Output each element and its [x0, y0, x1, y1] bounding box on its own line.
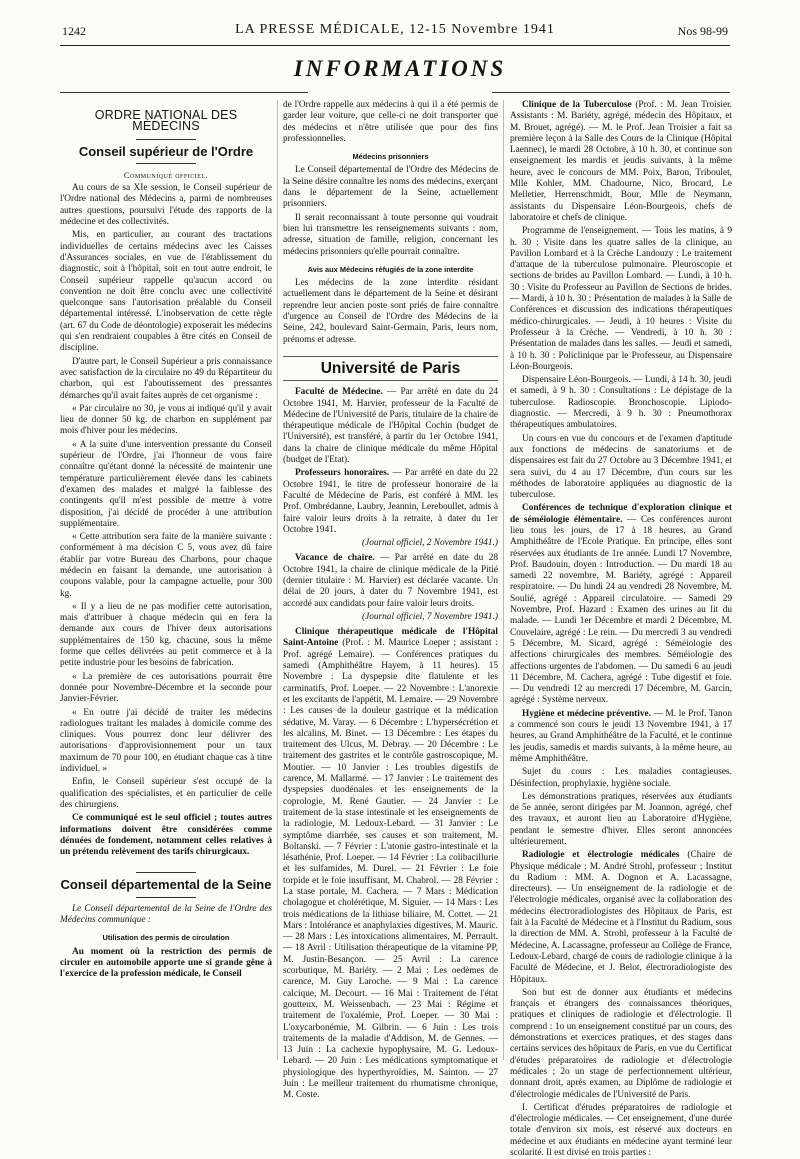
professeurs-text: — Par arrêté en date du 22 Octobre 1941, le titre de professeur honoraire de la Faculté de Médecine de Paris, est conféré à MM. les Prof. Ombrédanne, Laubry, Jeannin, Lereboullet, admis à faire valoir leurs droits à la retraite, à dater du 1er Octobre 1941. — [283, 468, 498, 535]
communique-label: Communiqué officiel. — [123, 169, 209, 180]
section-title: INFORMATIONS — [293, 56, 507, 81]
conseil-superieur-title: Conseil supérieur de l'Ordre — [78, 143, 254, 159]
column-3 — [510, 100, 733, 1159]
section-rule-left — [60, 92, 308, 93]
prisonniers-heading: Médecins prisonniers — [352, 152, 429, 162]
column-rule-1 — [277, 100, 278, 1060]
paragraph: Les médecins de la zone interdite résidant actuellement dans le département de la Seine et désirant reprendre leur ancien poste sont priés de faire connaître d'urgence au Conseil de l'Ordre des Médecins de la Seine, 242, boulevard Saint-Germain, Paris, leurs nom, prénoms et adresse. — [283, 278, 498, 345]
paragraph: Programme de l'enseignement. — Tous les matins, à 9 h. 30 : Visite dans les quatre salles de la clinique, au Pavillon Lombard et à la Crèche Landouzy : Le traitement d'attaque de la tuberculose pulmonaire. Pleuroscopie et sections de brides au Pavillon Lombard. — Lundi, à 10 h. 30 : Visite du Professeur au Pavillon de Sections de brides. — Mardi, à 10 h. 30 : Présentation de malades à la Salle de Conférences et discussion des indications thérapeutiques médico-chirurgicales. — Jeudi, à 10 heures : Visite du Professeur à la Crèche. — Vendredi, à 10 h. 30 : Présentation de malades dans les salles. — Jeudi et samedi, à 10 h. 30 : Policlinique par le Professeur, au Dispensaire Léon-Bourgeois. — [510, 226, 732, 372]
paragraph: « A la suite d'une intervention pressante du Conseil supérieur de l'Ordre, j'ai l'honneur de vous faire connaître qu'étant donné la nécessité de maintenir une température particulièrement élevée dans les cabinets d'examen des malades et malgré la faiblesse des contingents qu'il m'est possible de mettre à votre disposition, j'ai décidé de procéder à une attribution supplémentaire. — [60, 439, 272, 529]
tuberculose-lead: Clinique de la Tuberculose — [522, 100, 632, 110]
masthead — [60, 16, 730, 46]
paragraph: Enfin, le Conseil supérieur s'est occupé de la qualification des spécialistes, et en particulier de celle des chirurgiens. — [60, 777, 272, 810]
vacance-text: — Par arrêté en date du 28 Octobre 1941, la chaire de clinique médicale de la Pitié (dernier titulaire : M. Harvier) est déclarée vacante. Un délai de 20 jours, à dater du 7 Novembre 1941, est accordé aux candidats pour faire valoir leurs droits. — [283, 553, 498, 609]
paragraph: Les démonstrations pratiques, réservées aux étudiants de 5e année, seront dirigées par M. Joannon, agrégé, chef des travaux, et auront lieu au Laboratoire d'Hygiène, pendant le semestre d'hiver. Elles seront annoncées ultérieurement. — [510, 791, 732, 847]
conseil-departemental-title: Conseil départemental de la Seine — [60, 877, 272, 893]
paragraph: « Par circulaire no 30, je vous ai indiqué qu'il y avait lieu de donner 50 kg. de charbon en supplément par mois d'hiver pour les médecins. — [60, 403, 272, 437]
citation: (Journal officiel, 7 Novembre 1941.) — [362, 611, 498, 622]
divider — [283, 380, 498, 381]
column-rule-2 — [503, 100, 504, 1060]
divider — [136, 163, 196, 164]
page-number: 1242 — [62, 24, 86, 38]
column-2 — [283, 100, 499, 1101]
professeurs-lead: Professeurs honoraires. — [295, 468, 390, 479]
paragraph: « En outre j'ai décidé de traiter les médecins radiologues traitant les malades à domicile comme des cliniques. Vous pourrez donc leur délivrer des autorisations d'approvisionnement pour un taux maximum de 70 pour 100, en étudiant chaque cas à titre individuel. » — [60, 707, 272, 775]
conferences-lead: Conférences de technique d'exploration clinique et de séméiologie élémentaire. — [510, 503, 732, 525]
paragraph: I. Certificat d'études préparatoires de radiologie et d'électrologie médicales. — Cet enseignement, d'une durée totale d'environ six mois, est réservé aux docteurs en médecine et aux étudiants en médecine ayant terminé leur scolarité. Il est divisé en trois parties : — [510, 1102, 732, 1159]
org-heading: ORDRE NATIONAL DES MÉDECINS — [94, 108, 238, 134]
section-rule-right — [492, 92, 730, 93]
paragraph: Au cours de sa XIe session, le Conseil supérieur de l'Ordre national des Médecins a, parmi de nombreuses autres questions, poursuivi l'étude des rapports de la médecine et des collectivités. — [60, 183, 272, 228]
paragraph: Sujet du cours : Les maladies contagieuses. Désinfection, prophylaxie, hygiène sociale. — [510, 767, 732, 789]
conferences-text: — Ces conférences auront lieu tous les jours, de 17 à 18 heures, au Grand Amphithéâtre de l'Ecole Pratique. En principe, elles sont réservées aux étudiants de 1re année. Lundi 17 Novembre, Prof. Baudouin, doyen : Introduction. — Du mardi 18 au samedi 22 novembre, M. Bariéty, agrégé : Appareil respiratoire. — Du lundi 24 au vendredi 28 Novembre, M. Soulié, agrégé : Appareil circulatoire. — Samedi 29 Novembre, Prof. Hazard : Examen des urines au lit du malade. — Lundi 1er Décembre et mardi 2 Décembre, M. Couvelaire, agrégé : Le rein. — Du mercredi 3 au vendredi 5 Décembre, M. Sicard, agrégé : Séméiologie des affections chirurgicales des membres. Séméiologie des affections urgentes de l'abdomen. — Du samedi 6 au jeudi 11 Décembre, M. Cachera, agrégé : Tube digestif et foie. — Du vendredi 12 au mercredi 17 Décembre, M. Garcin, agrégé : Système nerveux. — [510, 514, 732, 706]
paragraph: Ce communiqué est le seul officiel ; toutes autres informations doivent être considérées comme dénuées de fondement, notamment celles relatives à un prétendu relèvement des tarifs chirurgicaux. — [60, 813, 272, 858]
journal-title: LA PRESSE MÉDICALE, 12-15 Novembre 1941 — [235, 22, 555, 37]
issue-number: Nos 98-99 — [677, 24, 728, 38]
paragraph: Le Conseil départemental de l'Ordre des Médecins de la Seine désire connaître les noms des médecins, exerçant dans le département de la Seine, actuellement prisonniers. — [283, 165, 498, 210]
paragraph: Mis, en particulier, au courant des tractations individuelles de certains médecins avec les Caisses d'Assurances sociales, en vue de l'établissement du diagnostic, soit à l'hôpital, soit en tout autre endroit, le Conseil supérieur rappelle qu'aucun accord ou convention ne doit être conclu avec une collectivité quelconque sans l'autorisation préalable du Conseil départemental intéressé. L'inobservation de cette règle (art. 67 du Code de déontologie) exposerait les médecins qui s'en rendraient coupables à être cités en Conseil de discipline. — [60, 230, 272, 354]
faculte-text: — Par arrêté en date du 24 Octobre 1941, M. Harvier, professeur de la Faculté de Médecine de l'Université de Paris, titulaire de la chaire de thérapeutique médicale de l'Hôpital Cochin (budget de l'Université), est transféré, à partir du 1er Octobre 1941, dans la chaire de clinique médicale du même Hôpital (budget de l'Etat). — [283, 387, 499, 466]
divider — [136, 872, 196, 873]
paragraph: D'autre part, le Conseil Supérieur a pris connaissance avec satisfaction de la circulaire no 49 du Répartiteur du charbon, qui est l'aboutissement des pressantes démarches qu'il avait faites auprès de cet organisme : — [60, 356, 272, 401]
paragraph: « Il y a lieu de ne pas modifier cette autorisation, mais d'attribuer à chaque médecin qui en fera la demande aux cours de l'hiver deux autorisations supplémentaires de 150 kg. chacune, sous la même forme que celles délivrées au petit commerce et à la petite industrie pour les besoins de fabrication. — [60, 601, 272, 669]
permis-heading: Utilisation des permis de circulation — [102, 933, 230, 943]
paragraph: « La première de ces autorisations pourrait être donnée pour Novembre-Décembre et la seconde pour Janvier-Février. — [60, 671, 272, 705]
radiologie-lead: Radiologie et électrologie médicales — [522, 850, 680, 861]
hygiene-lead: Hygiène et médecine préventive. — [522, 708, 651, 719]
divider — [283, 356, 498, 357]
column-1 — [60, 100, 272, 1060]
divider — [136, 139, 196, 140]
clinique-lead: Clinique thérapeutique médicale de l'Hôpital Saint-Antoine — [283, 627, 498, 649]
refugies-heading: Avis aux Médecins réfugiés de la zone interdite — [307, 264, 474, 274]
paragraph: « Cette attribution sera faite de la manière suivante : conformément à ma décision C 5, vous avez dû faire établir par votre Bureau des Charbons, pour chaque médecin en faisant la demande, une autorisation à coupons valable, pour la campagne actuelle, pour 300 kg. — [60, 532, 272, 599]
citation: (Journal officiel, 2 Novembre 1941.) — [362, 538, 498, 549]
faculte-lead: Faculté de Médecine. — [295, 387, 383, 398]
universite-title: Université de Paris — [320, 359, 461, 377]
radiologie-text: (Chaire de Physique médicale : M. André Strohl, professeur ; Institut du Radium : MM. A. Dognon et A. Lacassagne, directeurs). — Un enseignement de la radiologie et de l'électrologie médicales, organisé avec la collaboration des médecins électroradiologistes des Hôpitaux de Paris, est fait à la Faculté de Médecine et à l'Institut du Radium, sous la direction de MM. A. Strohl, professeur à la Faculté de Médecine, A. Lacassagne, professeur au Collège de France, Ledoux-Lebard, chargé de cours de radiologie clinique à la Faculté de Médecine, et J. Belot, électroradiologiste des Hôpitaux. — [510, 850, 733, 985]
paragraph: Au moment où la restriction des permis de circuler en automobile apporte une si grande gêne à l'exercice de la profession médicale, le Conseil — [60, 946, 272, 980]
paragraph: de l'Ordre rappelle aux médecins à qui il a été permis de garder leur voiture, que celle-ci ne doit transporter que des médecins et n'être utilisée que pour des fins professionnelles. — [283, 100, 498, 144]
paragraph: Un cours en vue du concours et de l'examen d'aptitude aux fonctions de médecins de sanatoriums et de dispensaires est fait du 27 Octobre au 3 Décembre 1941, et sera suivi, du 4 au 17 Décembre, d'un cours sur les méthodes de laboratoire appliquées au diagnostic de la tuberculose. — [510, 433, 732, 501]
paragraph: Dispensaire Léon-Bourgeois. — Lundi, à 14 h. 30, jeudi et samedi, à 9 h. 30 : Consultations : Le dépistage de la tuberculose. Radioscopie. Bronchoscopie. Lipiodo-diagnostic. — Mercredi, à 9 h. 30 : Pneumothorax thérapeutiques ambulatoires. — [510, 375, 732, 431]
hygiene-text: — M. le Prof. Tanon a commencé son cours le jeudi 13 Novembre 1941, à 17 heures, au Grand Amphithéâtre de la Faculté, et le continue les jeudis, samedis et mardis suivants, à la même heure, au même Amphithéâtre. — [510, 708, 732, 764]
vacance-lead: Vacance de chaire. — [295, 553, 375, 564]
tuberculose-text: (Prof. : M. Jean Troisier. Assistants : M. Bariéty, agrégé, médecin des Hôpitaux, et M. Brouet, agrégé). — M. le Prof. Jean Troisier a fait sa première leçon à la Salle des Cours de la Clinique (Hôpital Laennec), le mardi 28 Octobre, à 10 h. 30, et continue son enseignement les mardis et jeudis suivants, à la même heure, avec le concours de MM. Poix, Baron, Triboulet, Mlle Kohler, MM. Chadourne, Nico, Brocard, Le Melletier, Herrenschmidt, Bour, Mlle de Neymann, assistants du Dispensaire Léon-Bourgeois, chefs de laboratoire et chefs de clinique. — [510, 100, 733, 223]
clinique-text: (Prof. : M. Maurice Loeper ; assistant : Prof. agrégé Lemaire). — Conférences pratiques du samedi (Amphithéâtre Hayem, à 11 heures). 15 Novembre : La dyspepsie dite flatulente et les carminatifs, Prof. Loeper. — 22 Novembre : L'anorexie et les excitants de l'appétit, M. Lemaire. — 29 Novembre : Les causes de la douleur gastrique et la médication sédative, M. Varay. — 6 Décembre : L'hypersécrétion et les alcalins, M. Binet. — 13 Décembre : Les étapes du traitement des Ulcus, M. Debray. — 20 Décembre : Le traitement des gastrites et le contrôle gastroscopique, M. Moutier. — 10 Janvier : Les troubles digestifs de carence, M. Mallarmé. — 17 Janvier : Le traitement des dyspepsies duodénales et les enseignements de la coprologie, M. René Gautier. — 24 Janvier : Le traitement de la stase intestinale et les enseignements de la radiologie, M. Ledoux-Lebard. — 31 Janvier : Le symptôme diarrhée, ses causes et son traitement, M. Boltanski. — 7 Février : L'atonie gastro-intestinale et la lésathénie, Prof. Loeper. — 14 Février : La colibacillurie et les sulfamides, M. Durel. — 21 Février : Le foie torpide et le foie insuffisant, M. Chabrol. — 28 Février : La stase portale, M. Cachera. — 7 Mars : Médication cholagogue et cholérétique, M. Siguier. — 14 Mars : Les trois médications de la lithiase biliaire, M. Cottet. — 21 Mars : Intolérance et anaphylaxies digestives, M. Mauric. — 28 Mars : Les intoxications alimentaires, M. Perrault. — 18 Avril : Utilisation thérapeutique de la vitamine PP, M. Justin-Besançon. — 25 Avril : La carence scorbutique, M. Bariéty. — 2 Mai : Les oedèmes de carence, M. Guy Laroche. — 9 Mai : La carence calcique, M. Decourt. — 16 Mai : Traitement de l'état goutteux, M. Weissenbach. — 23 Mai : Régime et traitement de l'oxalémie, Prof. Loeper. — 30 Mai : L'oxycarbonémie, M. Gilbrin. — 6 Juin : Les trois traitements de la maladie d'Addison, M. de Gennes. — 13 Juin : La cachexie hypophysaire, M. G. Ledoux-Lebard. — 20 Juin : Les médications symptomatique et physiologique des hyperthyroïdies, M. Sainton. — 27 Juin : Le meilleur traitement du rhumatisme chronique, M. Coste. — [283, 638, 499, 1101]
paragraph: Il serait reconnaissant à toute personne qui voudrait bien lui transmettre les renseignements suivants : nom, adresse, situation de famille, religion, concernant les médecins prisonniers qu'elle pourrait connaître. — [283, 212, 498, 257]
divider — [136, 897, 196, 898]
paragraph: Le Conseil départemental de la Seine de l'Ordre des Médecins communique : — [60, 903, 272, 925]
paragraph: Son but est de donner aux étudiants et médecins français et étrangers des connaissances théoriques, pratiques et cliniques de radiologie et d'électrologie. Il comprend : 1o un enseignement constitué par un cours, des démonstrations et exercices pratiques, et des stages dans certains services des hôpitaux de Paris, en vue du Certificat d'études préparatoires de radiologie et d'électrologie médicales ; 2o un stage de perfectionnement ultérieur, donnant droit, après examen, au Diplôme de radiologie et d'électrologie médicales de l'Université de Paris. — [510, 987, 732, 1100]
